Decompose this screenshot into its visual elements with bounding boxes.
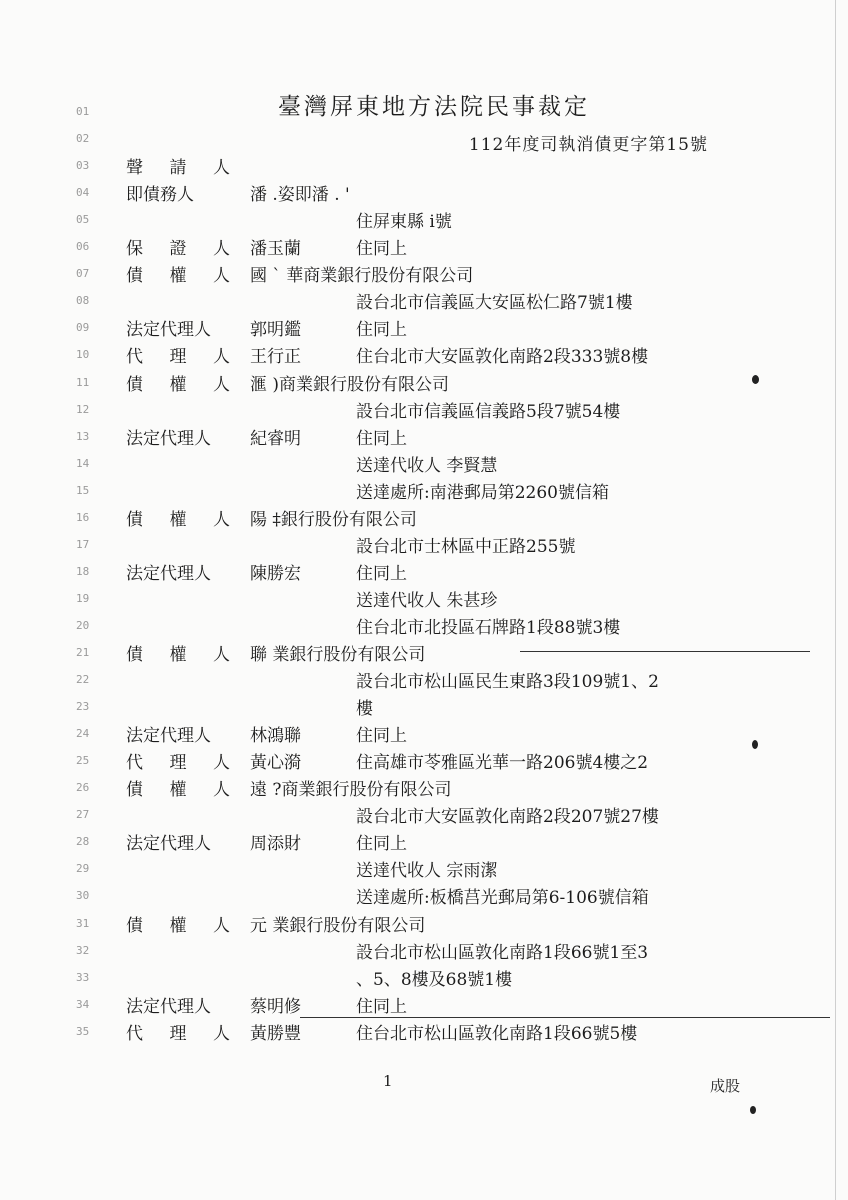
party-role-char: 理 — [169, 1023, 187, 1044]
party-detail: 住同上 — [356, 834, 407, 855]
party-role — [126, 775, 230, 800]
party-detail: 設台北市松山區民生東路3段109號1、2 — [356, 672, 659, 693]
party-name: 林鴻聯 — [250, 726, 301, 747]
party-role: 法定代理人 — [126, 726, 211, 747]
party-detail: 住同上 — [356, 996, 407, 1017]
party-detail: 送達處所:南港郵局第2260號信箱 — [356, 482, 609, 503]
document-line — [0, 126, 848, 153]
court-unit: 成股 — [710, 1077, 741, 1095]
line-number: 07 — [76, 267, 90, 281]
document-line — [0, 315, 848, 342]
party-name: 周添財 — [250, 834, 301, 855]
party-name: 聯 業銀行股份有限公司 — [250, 645, 426, 665]
party-name: 郭明鑑 — [250, 320, 301, 341]
line-number: 05 — [76, 213, 90, 227]
line-number: 26 — [76, 781, 90, 795]
party-role-char: 人 — [213, 780, 230, 801]
scan-rule-line — [300, 1017, 830, 1018]
party-role-char: 代 — [126, 1023, 143, 1044]
party-name: 黃勝豐 — [250, 1023, 301, 1044]
party-role-char: 權 — [169, 780, 187, 801]
party-role — [126, 911, 230, 936]
document-line — [0, 721, 848, 748]
party-role — [126, 153, 230, 178]
party-role — [126, 748, 230, 773]
document-line — [0, 965, 848, 992]
line-number: 06 — [76, 240, 90, 254]
document-line — [0, 342, 848, 369]
party-role-char: 人 — [213, 509, 230, 530]
document-line — [0, 694, 848, 721]
document-line — [0, 775, 848, 802]
party-detail: 送達處所:板橋莒光郵局第6-106號信箱 — [356, 888, 649, 909]
party-name: 潘 .姿即潘 . ' — [250, 185, 350, 206]
party-role-char: 人 — [213, 374, 230, 395]
party-role-char: 債 — [126, 266, 143, 287]
document-line — [0, 234, 848, 261]
page-number: 1 — [383, 1072, 393, 1090]
party-role-char: 權 — [169, 645, 187, 665]
party-role-char: 人 — [213, 239, 230, 260]
line-number: 34 — [76, 997, 90, 1011]
party-detail: 設台北市松山區敦化南路1段66號1至3 — [356, 942, 649, 963]
case-number: 112年度司執消債更字第15號 — [468, 135, 708, 155]
document-line — [0, 478, 848, 505]
party-detail: 住屏東縣 i號 — [356, 212, 452, 233]
line-number: 20 — [76, 618, 90, 632]
document-line — [0, 559, 848, 586]
line-number: 24 — [76, 727, 90, 741]
document-line — [0, 911, 848, 938]
document-line — [0, 207, 848, 234]
line-number: 33 — [76, 970, 90, 984]
document-line — [0, 829, 848, 856]
party-detail: 送達代收人 宗雨潔 — [356, 861, 498, 882]
line-number: 11 — [76, 375, 90, 389]
party-detail: 住台北市北投區石牌路1段88號3樓 — [356, 617, 621, 638]
party-role-char: 債 — [126, 374, 143, 395]
document-line — [0, 802, 848, 829]
party-role-char: 權 — [169, 374, 187, 395]
line-number: 03 — [76, 159, 90, 173]
document-line — [0, 424, 848, 451]
line-number: 30 — [76, 889, 90, 903]
party-role-char: 人 — [213, 915, 230, 936]
party-role-char: 理 — [169, 347, 187, 368]
line-number: 25 — [76, 754, 90, 768]
party-name: 元 業銀行股份有限公司 — [250, 915, 426, 936]
party-name: 國 ` 華商業銀行股份有限公司 — [250, 266, 474, 287]
party-detail: 住台北市松山區敦化南路1段66號5樓 — [356, 1023, 638, 1044]
party-role — [126, 1019, 230, 1044]
party-role: 法定代理人 — [126, 320, 211, 341]
party-detail: 、5、8樓及68號1樓 — [356, 969, 513, 990]
document-line — [0, 397, 848, 424]
line-number: 08 — [76, 294, 90, 308]
party-detail: 樓 — [356, 699, 373, 720]
line-number: 31 — [76, 916, 90, 930]
party-role-char: 人 — [213, 645, 230, 665]
party-role-char: 權 — [169, 915, 187, 936]
party-role — [126, 261, 230, 286]
party-role-char: 保 — [126, 239, 143, 260]
document-line — [0, 288, 848, 315]
party-role: 即債務人 — [126, 185, 194, 206]
party-detail: 設台北市信義區大安區松仁路7號1樓 — [356, 293, 633, 314]
page-title: 臺灣屏東地方法院民事裁定 — [278, 94, 590, 120]
line-number: 18 — [76, 564, 90, 578]
party-role-char: 聲 — [126, 158, 143, 179]
party-role — [126, 505, 230, 530]
party-role-char: 人 — [213, 1023, 230, 1044]
party-role — [126, 370, 230, 395]
party-detail: 住同上 — [356, 726, 407, 747]
party-name: 黃心漪 — [250, 753, 301, 774]
party-role-char: 證 — [169, 239, 187, 260]
party-role-char: 債 — [126, 780, 143, 801]
party-role: 法定代理人 — [126, 563, 211, 584]
party-role-char: 權 — [169, 266, 187, 287]
document-line — [0, 1019, 848, 1046]
document-line — [0, 153, 848, 180]
party-role-char: 債 — [126, 915, 143, 936]
line-number: 02 — [76, 132, 90, 146]
party-role-char: 理 — [169, 753, 187, 774]
line-number: 21 — [76, 646, 90, 659]
party-name: 蔡明修 — [250, 996, 301, 1017]
document-line — [0, 586, 848, 613]
party-name: 陳勝宏 — [250, 563, 301, 584]
party-role: 法定代理人 — [126, 428, 211, 449]
party-detail: 設台北市士林區中正路255號 — [356, 536, 576, 557]
scan-speck — [752, 740, 758, 749]
line-number: 12 — [76, 402, 90, 416]
document-line — [0, 992, 848, 1019]
document-line — [0, 640, 848, 667]
line-number: 35 — [76, 1024, 90, 1038]
line-number: 32 — [76, 943, 90, 957]
party-role — [126, 342, 230, 367]
document-line — [0, 856, 848, 883]
party-name: 遠 ?商業銀行股份有限公司 — [250, 780, 452, 801]
document-line — [0, 451, 848, 478]
scan-speck — [752, 375, 759, 384]
line-number: 27 — [76, 808, 90, 822]
party-role-char: 請 — [169, 158, 187, 179]
party-role-char: 代 — [126, 753, 143, 774]
document-line — [0, 667, 848, 694]
line-number: 28 — [76, 835, 90, 849]
party-name: 紀睿明 — [250, 428, 301, 449]
party-role: 法定代理人 — [126, 996, 211, 1017]
document-line — [0, 261, 848, 288]
party-detail: 住同上 — [356, 320, 407, 341]
party-detail: 住同上 — [356, 239, 407, 260]
party-role — [126, 640, 230, 665]
document-line — [0, 99, 848, 126]
party-detail: 住同上 — [356, 428, 407, 449]
party-name: 陽 ‡銀行股份有限公司 — [250, 509, 417, 530]
party-role-char: 權 — [169, 509, 187, 530]
document-line — [0, 505, 848, 532]
document-line — [0, 613, 848, 640]
document-line — [0, 748, 848, 775]
line-number: 09 — [76, 321, 90, 335]
scan-rule-line — [520, 651, 810, 652]
line-number: 01 — [76, 105, 90, 118]
party-role — [126, 234, 230, 259]
party-name: 滙 )商業銀行股份有限公司 — [250, 374, 450, 395]
line-number: 16 — [76, 510, 90, 524]
document-line — [0, 370, 848, 397]
party-role-char: 人 — [213, 266, 230, 287]
line-number: 15 — [76, 483, 90, 497]
party-detail: 設台北市大安區敦化南路2段207號27樓 — [356, 807, 659, 828]
line-number: 14 — [76, 456, 90, 470]
document-line — [0, 180, 848, 207]
party-role: 法定代理人 — [126, 834, 211, 855]
scan-speck — [750, 1106, 756, 1114]
party-detail: 設台北市信義區信義路5段7號54樓 — [356, 401, 621, 422]
party-detail: 住高雄市苓雅區光華一路206號4樓之2 — [356, 753, 649, 774]
line-number: 13 — [76, 429, 90, 443]
document-line — [0, 532, 848, 559]
document-line — [0, 883, 848, 910]
party-role-char: 代 — [126, 347, 143, 368]
party-role-char: 債 — [126, 509, 143, 530]
party-role-char: 人 — [213, 753, 230, 774]
line-number: 19 — [76, 591, 90, 605]
party-name: 潘玉蘭 — [250, 239, 301, 260]
line-number: 17 — [76, 537, 90, 551]
line-number: 04 — [76, 186, 90, 200]
party-name: 王行正 — [250, 347, 301, 368]
line-number: 22 — [76, 673, 90, 687]
party-detail: 住同上 — [356, 563, 407, 584]
party-role-char: 人 — [213, 158, 230, 179]
line-number: 29 — [76, 862, 90, 876]
party-detail: 住台北市大安區敦化南路2段333號8樓 — [356, 347, 649, 368]
party-detail: 送達代收人 朱甚珍 — [356, 590, 498, 611]
document-line — [0, 938, 848, 965]
party-detail: 送達代收人 李賢慧 — [356, 455, 498, 476]
line-number: 10 — [76, 348, 90, 362]
party-role-char: 人 — [213, 347, 230, 368]
line-number: 23 — [76, 700, 90, 714]
party-role-char: 債 — [126, 645, 143, 665]
